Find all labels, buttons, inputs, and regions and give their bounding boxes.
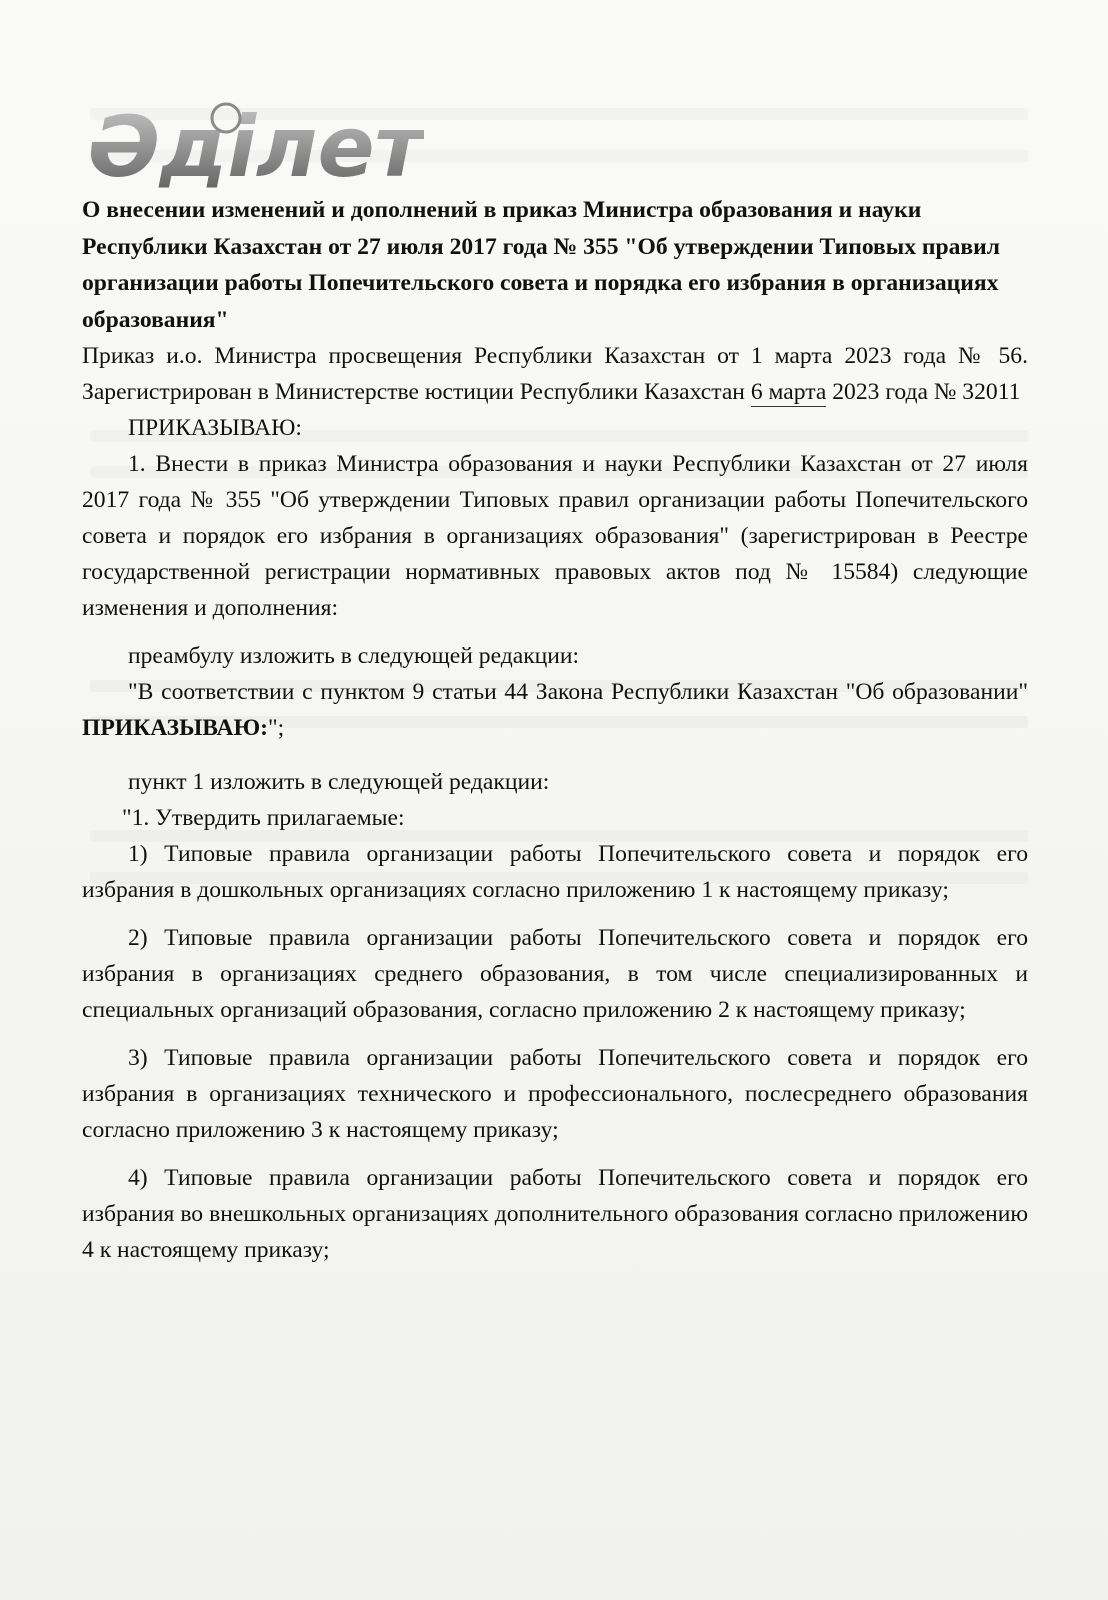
paragraph-preamble-text: "В соответствии с пунктом 9 статьи 44 Закона Республики Казахстан "Об образовании" ПРИКАЗЫВАЮ:";	[82, 679, 1028, 741]
list-item-sub4: 4) Типовые правила организации работы Попечительского совета и порядок его избрания во внешкольных организациях дополнительного образования согласно приложению 4 к настоящему приказу;	[82, 1165, 1028, 1263]
logo-wordmark: Әділет	[88, 98, 424, 188]
list-item-sub3: 3) Типовые правила организации работы Попечительского совета и порядок его избрания в организациях технического и профессионального, послесреднего образования согласно приложению 3 к настоящему приказу;	[82, 1045, 1028, 1143]
adilet-logo	[84, 96, 424, 188]
paragraph-point1-intro: пункт 1 изложить в следующей редакции:	[128, 769, 550, 795]
document-registration-info: Приказ и.о. Министра просвещения Республики Казахстан от 1 марта 2023 года № 56. Зарегистрирован в Министерстве юстиции Республики Казахстан 6 марта 2023 года № 32011	[82, 343, 1028, 405]
paragraph-approve: "1. Утвердить прилагаемые:	[122, 805, 405, 831]
list-item-sub2: 2) Типовые правила организации работы Попечительского совета и порядок его избрания в организациях среднего образования, в том числе специализированных и специальных организаций образования, согласно приложению 2 к настоящему приказу;	[82, 925, 1028, 1023]
paragraph-item-1: 1. Внести в приказ Министра образования и науки Республики Казахстан от 27 июля 2017 года № 355 "Об утверждении Типовых правил организации работы Попечительского совета и порядок его избрания в организациях образования" (зарегистрирован в Реестре государственной регистрации нормативных правовых актов под № 15584) следующие изменения и дополнения:	[82, 451, 1028, 621]
registration-date: 6 марта	[750, 379, 827, 405]
paragraph-preamble-intro: преамбулу изложить в следующей редакции:	[128, 643, 580, 669]
document-title: О внесении изменений и дополнений в приказ Министра образования и науки Республики Казахстан от 27 июля 2017 года № 355 "Об утверждении Типовых правил организации работы Попечительского совета и порядка его избрания в организациях образования"	[82, 197, 1000, 333]
order-word: ПРИКАЗЫВАЮ:	[128, 415, 302, 441]
list-item-sub1: 1) Типовые правила организации работы Попечительского совета и порядок его избрания в дошкольных организациях согласно приложению 1 к настоящему приказу;	[82, 841, 1028, 903]
document-body	[82, 192, 1028, 1268]
